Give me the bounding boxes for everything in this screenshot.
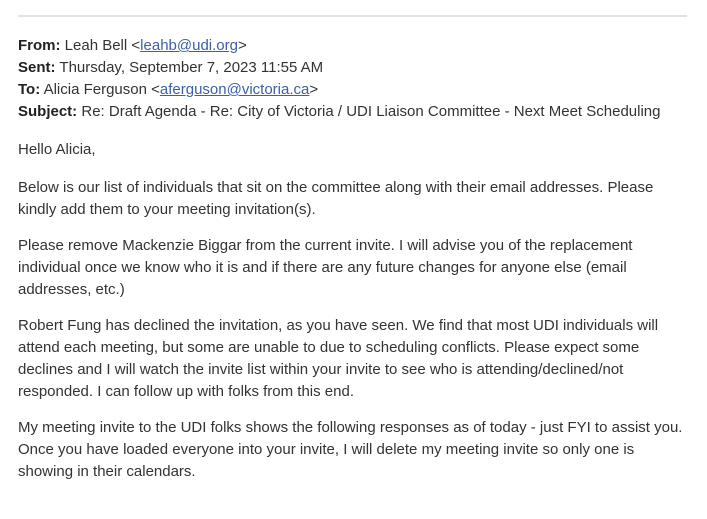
email-content: [18, 35, 683, 497]
sent-line: [18, 57, 683, 79]
from-label: From:: [18, 37, 61, 54]
subject-line: [18, 101, 683, 123]
to-line: To: Alicia Ferguson <aferguson@victoria.ca>: [18, 81, 319, 98]
greeting: Hello Alicia,: [18, 141, 96, 158]
header-divider: [18, 15, 687, 17]
body-paragraph-4: My meeting invite to the UDI folks shows the following responses as of today - just FYI to assist you. Once you have loaded everyone into your invite, I will delete my meeting invite so only one is showing in their calendars.: [18, 419, 683, 480]
from-line: From: Leah Bell <leahb@udi.org>: [18, 37, 247, 54]
from-name: Leah Bell: [64, 37, 128, 54]
sent-label: Sent:: [18, 59, 56, 76]
body-paragraph-2: Please remove Mackenzie Biggar from the current invite. I will advise you of the replacement individual once we know who it is and if there are any future changes for anyone else (email addresses, etc.): [18, 237, 633, 298]
to-label: To:: [18, 81, 41, 98]
from-email-link[interactable]: leahb@udi.org: [140, 37, 238, 54]
sent-value: Thursday, September 7, 2023 11:55 AM: [59, 59, 324, 76]
to-email-link[interactable]: aferguson@victoria.ca: [159, 81, 310, 98]
body-paragraph-1: Below is our list of individuals that sit on the committee along with their email addresses. Please kindly add them to your meeting invitation(s).: [18, 179, 654, 218]
to-name: Alicia Ferguson: [43, 81, 147, 98]
subject-value: Re: Draft Agenda - Re: City of Victoria / UDI Liaison Committee - Next Meet Scheduling: [81, 103, 661, 120]
email-headers: [18, 35, 683, 123]
body-paragraph-3: Robert Fung has declined the invitation, as you have seen. We find that most UDI individuals will attend each meeting, but some are unable to due to scheduling conflicts. Please expect some declines and I will watch the invite list within your invite to see who is attending/declined/not responded. I can follow up with folks from this end.: [18, 317, 659, 400]
subject-label: Subject:: [18, 103, 78, 120]
